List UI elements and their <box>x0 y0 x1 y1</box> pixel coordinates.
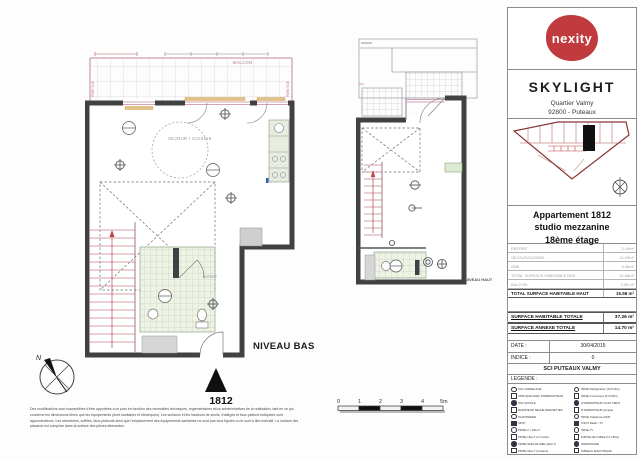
cabinet <box>445 163 462 172</box>
bathroom <box>140 247 215 332</box>
unit-number-label: 1812 <box>209 395 233 407</box>
keyplan-compass-icon <box>613 177 627 197</box>
kitchen-counter <box>266 120 289 183</box>
date-label: DATE : <box>508 341 550 351</box>
legend-item <box>510 413 573 420</box>
legend-symbol-icon <box>511 400 517 406</box>
legend-item-label: PRISE 2 x 16A+T <box>518 428 540 433</box>
legend-symbol-icon <box>511 434 517 440</box>
threshold-slab <box>142 336 177 353</box>
legend-item-label: PRISE 32A+T (Cuisson) <box>518 448 549 453</box>
legend-item <box>573 413 636 420</box>
project-block <box>508 70 636 120</box>
legend-item <box>573 386 636 393</box>
address-line-2: 92800 - Puteaux <box>548 109 596 117</box>
dimension-lines <box>95 52 268 56</box>
sejour-cuisine-label: SEJOUR / CUISINE <box>168 136 212 141</box>
legend-item <box>573 427 636 434</box>
apartment-floor: 18ème étage <box>544 234 600 245</box>
date-row <box>508 341 636 352</box>
apartment-type: studio mezzanine <box>534 222 610 233</box>
surface-value: 4.46m² <box>621 263 634 269</box>
legend <box>508 384 636 454</box>
surface-table <box>508 244 636 298</box>
legend-symbol-icon <box>511 407 517 413</box>
surface-label: BALCON <box>508 280 604 288</box>
legend-item-label: SPOT <box>518 421 526 426</box>
total-label: SURFACE HABITABLE TOTALE <box>508 313 604 322</box>
legend-item <box>510 393 573 400</box>
height-badge-haut <box>390 260 402 272</box>
legend-symbol-icon <box>574 448 580 454</box>
legend-item-label: INTERRUPTEUR (simple) <box>580 407 614 412</box>
surface-label: SDB <box>508 262 604 270</box>
title-block <box>507 7 637 455</box>
indice-value: 0 <box>591 354 595 361</box>
legend-item <box>510 447 573 454</box>
key-plan <box>508 119 636 206</box>
balcony <box>90 58 292 103</box>
surface-row-total-haut <box>508 289 636 298</box>
legend-item <box>573 406 636 413</box>
legend-item-label: PRISE Convecteur (h=0.50m) <box>580 394 618 399</box>
legend-symbol-icon <box>511 393 517 399</box>
disclaimer-line: approximatives. Les retombées, soffites, faux-plafonds ainsi que l'emplacement des équipements sanitaires ne sont pas tous figurés ou le sont à titre indicatif. La surface des <box>30 418 299 423</box>
indice-label: INDICE : <box>508 353 550 363</box>
floor-plan-niveau-haut <box>356 26 481 326</box>
legend-item-label: PRISE Réfrigérateur (h=0.10m) <box>580 387 620 392</box>
nexity-logo-icon <box>546 15 598 61</box>
total-label: SURFACE ANNEXE TOTALE <box>508 324 604 333</box>
surface-label: SEJOUR/CUISINE <box>508 253 604 261</box>
surface-label: ENTREE <box>508 244 604 252</box>
surface-row <box>508 280 636 289</box>
legend-symbol-icon <box>574 434 580 440</box>
total-value: 37.26 m² <box>614 314 634 320</box>
surface-row <box>508 262 636 271</box>
surface-row <box>508 271 636 280</box>
compass-north-label: N <box>36 355 42 362</box>
highlighted-unit <box>583 125 595 151</box>
company-row: SCI PUTEAUX VALMY <box>508 364 636 374</box>
legend-symbol-icon <box>574 387 580 393</box>
spacer <box>508 298 636 311</box>
scale-bar <box>336 396 468 418</box>
legend-symbol-icon <box>574 400 580 406</box>
legend-symbol-icon <box>511 427 517 433</box>
legend-item-label: PRISE SPECIALISEE (20A+T) <box>518 441 557 446</box>
legend-item-label: SORTIE DE CABLE (h=1.80m) <box>580 435 620 439</box>
legend-item <box>510 420 573 427</box>
legend-symbol-icon <box>574 393 580 399</box>
total-value: 14.70 m² <box>614 325 634 331</box>
surface-value: 3.19m² <box>621 245 634 251</box>
spacer <box>508 334 636 342</box>
disclaimer-line: placards est comprise dans la surface des pièces attenantes. <box>30 424 125 429</box>
project-name: SKYLIGHT <box>528 78 616 95</box>
apartment-title <box>508 206 636 244</box>
legend-item-label: SOL CARRELAGE <box>518 387 542 392</box>
legend-item-label: PRISE 16A+T (h=1.10m) <box>518 435 550 439</box>
disclaimer-line: concerne les dimensions libres que les équipements (dont sanitaires et électriques). Les surfaces et les hauteurs de seuils, d'allèges et faux-plafond indiquées sont <box>30 412 283 417</box>
total-row <box>508 323 636 334</box>
scale-tick-label: 0 <box>337 399 341 405</box>
legend-symbol-icon <box>511 421 517 427</box>
legend-item-label: INTERRUPTEUR VA-ET-VIENT <box>580 401 621 406</box>
legend-item-label: RADIATEUR SECHE-SERVIETTES <box>518 407 563 412</box>
legend-item <box>573 447 636 454</box>
floor-plan-niveau-bas <box>85 52 300 364</box>
brand-logo <box>508 8 636 70</box>
legend-item <box>510 406 573 413</box>
compass-icon <box>33 350 81 400</box>
surface-row <box>508 253 636 262</box>
totals-table <box>508 312 636 334</box>
brand-name: nexity <box>551 30 593 46</box>
legend-item-label: PLAFONNIER <box>518 414 536 419</box>
total-row <box>508 312 636 323</box>
legend-item <box>510 386 573 393</box>
legend-item <box>573 440 636 447</box>
legend-item-label: PRISE TV <box>580 428 594 433</box>
address-line-1: Quartier Valmy <box>550 99 594 107</box>
surface-row <box>508 244 636 253</box>
surface-label: TOTAL SURFACE HABITABLE BAS <box>508 271 604 279</box>
legend-item-label: POINT Radio / TV <box>580 421 603 426</box>
legend-item <box>573 420 636 427</box>
surface-value: 3.05 m² <box>620 281 634 287</box>
site-key-plan-drawing <box>508 119 636 203</box>
pare-vue-right-label: PARE VUE <box>286 81 290 97</box>
date-value: 30/04/2015 <box>580 343 606 350</box>
surface-value: 15.58 m² <box>615 291 634 297</box>
entree-label: ENTREE <box>202 275 218 279</box>
legend-symbol-icon <box>511 448 517 454</box>
legend-item <box>573 434 636 441</box>
balcony-label: BALCON <box>233 60 253 65</box>
legend-item <box>510 427 573 434</box>
legend-column-right <box>573 386 636 454</box>
pare-vue-left-label: PARE VUE <box>91 81 95 97</box>
legend-symbol-icon <box>574 414 580 420</box>
scale-tick-label: 5m <box>440 399 448 405</box>
legend-symbol-icon <box>511 441 517 447</box>
surface-value: 21.68m² <box>619 272 634 278</box>
niveau-haut-label: NIVEAU HAUT <box>465 277 493 282</box>
disclaimer-line: Des modifications sont susceptibles d'être apportées à ce plan en fonction des nécessités techniques, réglementaires et/ou administratives de la réalisation, tant en ce qui <box>30 407 294 411</box>
apartment-number: Appartement 1812 <box>532 210 612 221</box>
niveau-bas-label: NIVEAU BAS <box>253 341 315 352</box>
legend-symbol-icon <box>574 441 580 447</box>
project-address <box>508 99 636 119</box>
legend-symbol-icon <box>511 414 517 420</box>
legend-symbol-icon <box>574 407 580 413</box>
scale-tick-label: 4 <box>421 399 425 405</box>
surface-label: TOTAL SURFACE HABITABLE HAUT <box>508 290 604 297</box>
legend-symbol-icon <box>574 427 580 433</box>
legend-item <box>573 400 636 407</box>
legend-symbol-icon <box>574 421 580 427</box>
legend-symbol-icon <box>511 387 517 393</box>
legend-item-label: SOL SOUPLE <box>518 401 536 406</box>
surface-value: 14.03m² <box>619 254 634 260</box>
legend-item <box>510 400 573 407</box>
scale-tick-label: 1 <box>358 399 362 405</box>
disclaimer-text <box>30 407 342 430</box>
legend-title: LEGENDE : <box>508 375 636 385</box>
legend-item-label: TABLEAU ELECTRIQUE <box>580 448 612 453</box>
indice-row <box>508 353 636 364</box>
legend-item <box>510 434 573 441</box>
scale-tick-label: 3 <box>400 399 404 405</box>
legend-item-label: PRISE Téléphone RJ45 <box>580 414 611 419</box>
legend-item <box>510 440 573 447</box>
legend-column-left <box>510 386 573 454</box>
legend-item <box>573 393 636 400</box>
entrance-arrow-icon <box>205 368 227 392</box>
scale-tick-label: 2 <box>379 399 383 405</box>
legend-item-label: APPLIQUE AVEC INTERRUPTEUR <box>518 394 563 399</box>
legend-item-label: VIDEOPHONE <box>580 441 600 446</box>
duct-shaft <box>240 228 262 246</box>
